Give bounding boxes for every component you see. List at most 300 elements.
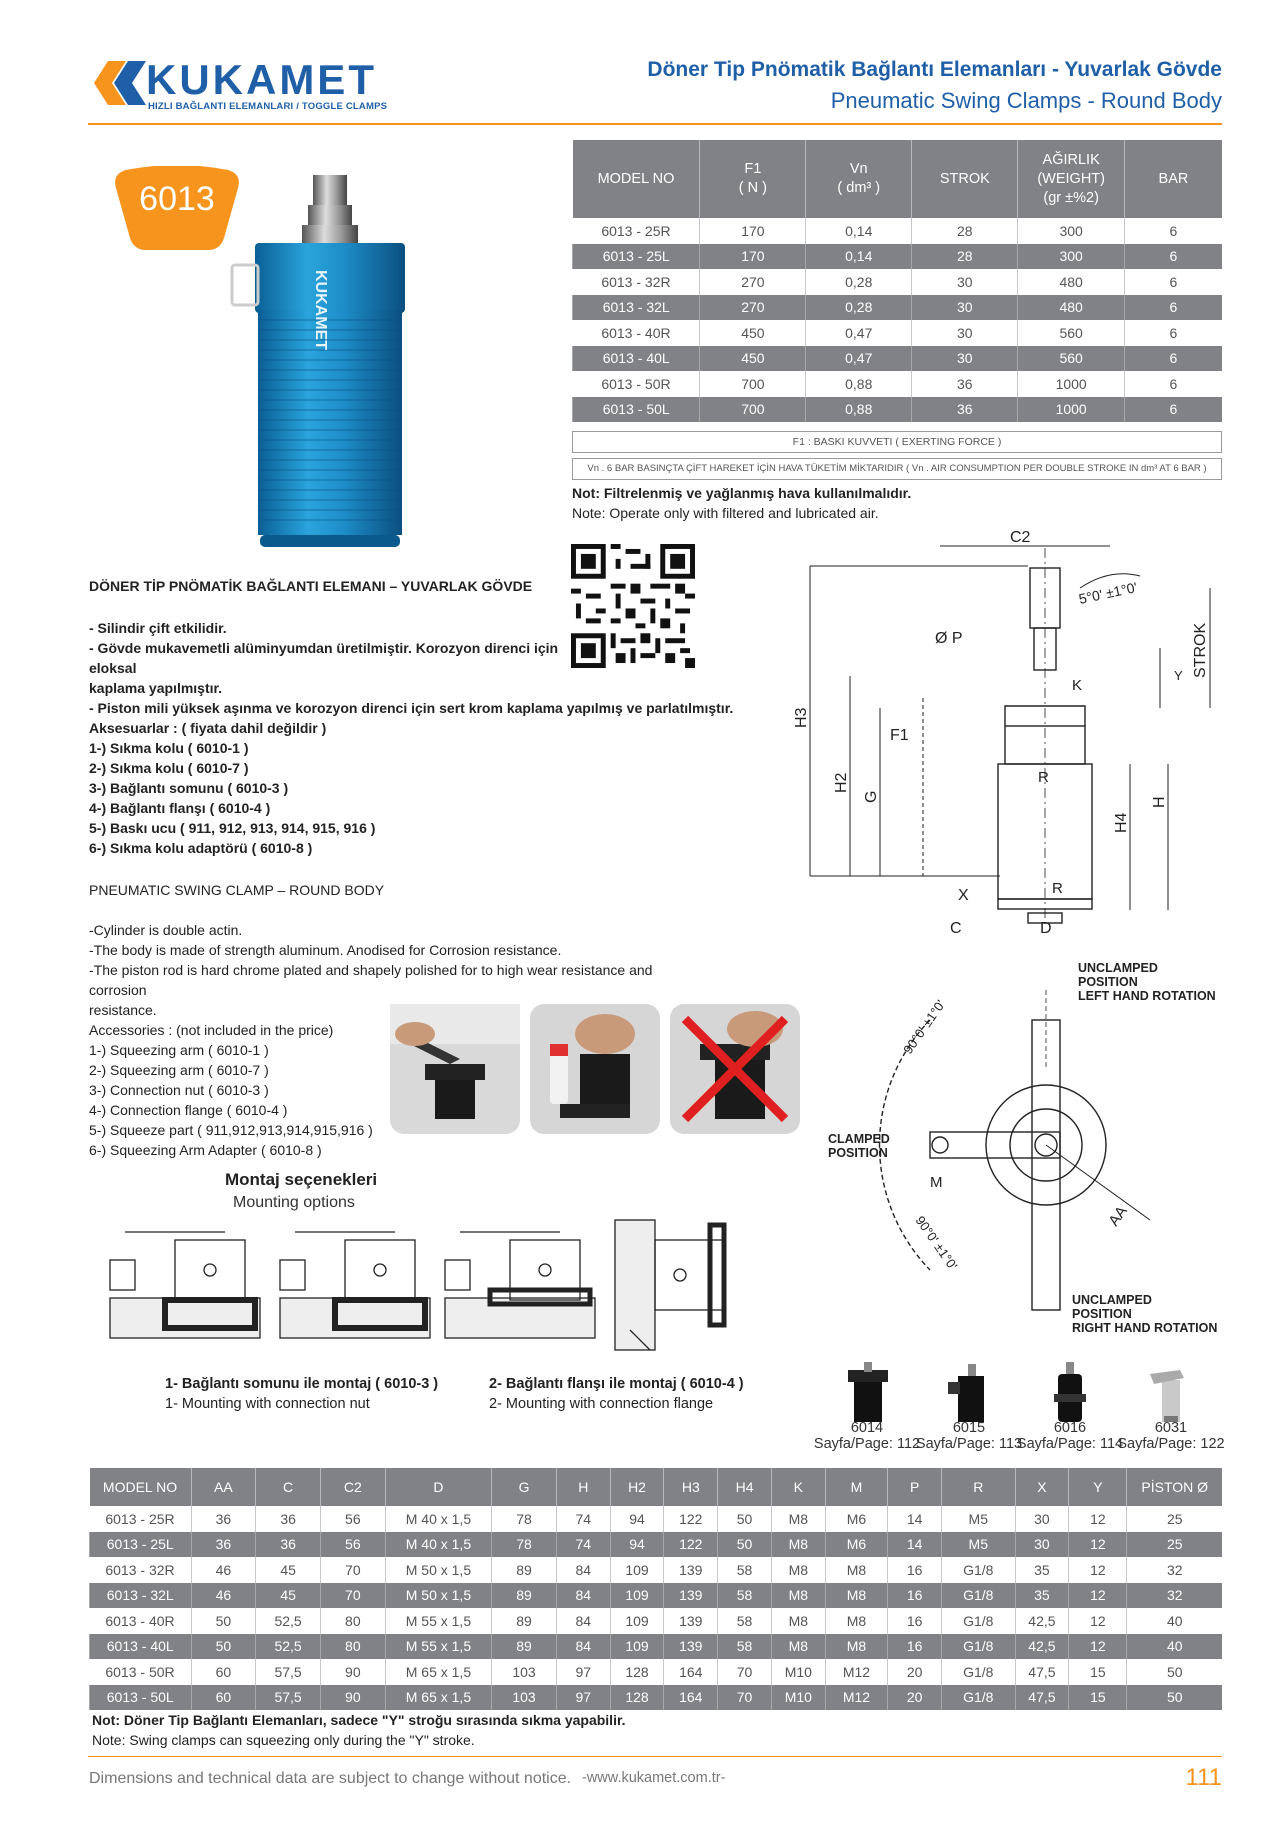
dimensions-table-cell: 103 bbox=[492, 1659, 557, 1685]
air-note-tr: Not: Filtrelenmiş ve yağlanmış hava kullanılmalıdır. bbox=[572, 485, 912, 501]
spec-table-row bbox=[573, 320, 1223, 346]
related-model: 6014 bbox=[850, 1420, 884, 1436]
dimensions-header-cell: Y bbox=[1069, 1468, 1127, 1506]
spec-table-cell: 0,47 bbox=[806, 346, 912, 372]
spec-table-cell: 30 bbox=[912, 320, 1018, 346]
description-line: -The piston rod is hard chrome plated and shapely polished for to high wear resistance and corrosion bbox=[89, 962, 653, 998]
dimensions-table-cell: 74 bbox=[556, 1506, 610, 1532]
description-line: -Cylinder is double actin. bbox=[89, 922, 243, 938]
dim-label-h: H bbox=[1151, 796, 1168, 808]
related-product-6016[interactable] bbox=[1015, 1420, 1125, 1452]
spec-table-cell: 0,28 bbox=[806, 269, 912, 295]
spec-header-weight: AĞIRLIK (WEIGHT) (gr ±%2) bbox=[1018, 140, 1124, 218]
dimensions-table-cell: 109 bbox=[610, 1634, 664, 1660]
footer-website-link[interactable]: -www.kukamet.com.tr- bbox=[582, 1770, 726, 1786]
dimensions-table-cell: 6013 - 25L bbox=[90, 1532, 192, 1558]
dimensions-table-row bbox=[90, 1532, 1223, 1558]
dimensions-table-cell: 52,5 bbox=[256, 1608, 321, 1634]
top-view-drawing bbox=[820, 960, 1230, 1340]
dimensions-table-cell: 50 bbox=[191, 1608, 256, 1634]
accessory-item: 2-) Sıkma kolu ( 6010-7 ) bbox=[89, 760, 249, 776]
dimensions-table-cell: G1/8 bbox=[942, 1659, 1016, 1685]
dimensions-table-cell: 97 bbox=[556, 1659, 610, 1685]
spec-table-cell: 480 bbox=[1018, 295, 1124, 321]
related-product-6014-photo bbox=[838, 1360, 898, 1424]
dimensions-table-cell: 6013 - 32L bbox=[90, 1583, 192, 1609]
dimensions-header-cell: R bbox=[942, 1468, 1016, 1506]
dimensions-table-cell: M10 bbox=[771, 1659, 825, 1685]
dimensions-table-cell: 50 bbox=[191, 1634, 256, 1660]
model-badge: 6013 bbox=[139, 180, 215, 218]
brand-name: KUKAMET bbox=[146, 56, 377, 103]
dimensions-table-cell: 58 bbox=[718, 1557, 772, 1583]
accessory-item: 6-) Sıkma kolu adaptörü ( 6010-8 ) bbox=[89, 840, 313, 856]
dimensions-table-cell: M10 bbox=[771, 1685, 825, 1711]
accessory-item: 1-) Squeezing arm ( 6010-1 ) bbox=[89, 1042, 269, 1058]
dim-label-x: X bbox=[958, 887, 969, 904]
spec-table-cell: 6013 - 25R bbox=[573, 218, 700, 244]
dimensions-table-cell: 89 bbox=[492, 1557, 557, 1583]
spec-table-cell: 28 bbox=[912, 218, 1018, 244]
dimensions-table-cell: 84 bbox=[556, 1634, 610, 1660]
dimensions-table-cell: M 55 x 1,5 bbox=[385, 1634, 491, 1660]
dimensions-table-row bbox=[90, 1506, 1223, 1532]
spec-table-cell: 6 bbox=[1124, 269, 1222, 295]
accessories-list-en bbox=[89, 1020, 373, 1160]
dimensions-table-cell: 36 bbox=[191, 1532, 256, 1558]
dim-label-k: K bbox=[1072, 677, 1083, 694]
spec-header-bar: BAR bbox=[1124, 140, 1222, 218]
spec-table-body bbox=[573, 218, 1223, 422]
dim-label-c: C bbox=[950, 920, 962, 937]
dimensions-table-cell: 109 bbox=[610, 1608, 664, 1634]
dimensions-table-row bbox=[90, 1634, 1223, 1660]
dimensions-header-cell: D bbox=[385, 1468, 491, 1506]
spec-table-cell: 6013 - 40L bbox=[573, 346, 700, 372]
accessory-item: 1-) Sıkma kolu ( 6010-1 ) bbox=[89, 740, 249, 756]
dim-label-f1: F1 bbox=[890, 727, 909, 744]
accessory-item: 6-) Squeezing Arm Adapter ( 6010-8 ) bbox=[89, 1142, 322, 1158]
footer-divider bbox=[88, 1756, 1222, 1757]
spec-table-cell: 300 bbox=[1018, 218, 1124, 244]
dimensions-table-cell: 12 bbox=[1069, 1506, 1127, 1532]
spec-table-cell: 30 bbox=[912, 269, 1018, 295]
spec-table-cell: 36 bbox=[912, 371, 1018, 397]
dimensions-table-cell: 84 bbox=[556, 1557, 610, 1583]
dimensions-table-cell: 12 bbox=[1069, 1608, 1127, 1634]
dimensions-table-cell: 50 bbox=[1127, 1685, 1222, 1711]
dimensions-table-cell: 16 bbox=[888, 1634, 942, 1660]
related-model: 6031 bbox=[1154, 1420, 1188, 1436]
spec-table-cell: 30 bbox=[912, 295, 1018, 321]
spec-table-row bbox=[573, 371, 1223, 397]
dimensions-table-cell: 47,5 bbox=[1015, 1659, 1069, 1685]
dimensions-table-cell: 84 bbox=[556, 1583, 610, 1609]
dimensions-table-cell: 40 bbox=[1127, 1634, 1222, 1660]
dimensions-table-cell: G1/8 bbox=[942, 1608, 1016, 1634]
clamped-line1: CLAMPED bbox=[828, 1132, 890, 1146]
spec-table-cell: 6 bbox=[1124, 346, 1222, 372]
header-divider bbox=[88, 123, 1222, 125]
description-line: resistance. bbox=[89, 1002, 157, 1018]
dimensions-table-cell: 42,5 bbox=[1015, 1608, 1069, 1634]
svg-text:KUKAMET: KUKAMET bbox=[312, 270, 329, 350]
dimensions-table-cell: 6013 - 40R bbox=[90, 1608, 192, 1634]
related-page: Sayfa/Page: 122 bbox=[1117, 1436, 1225, 1452]
spec-table-row bbox=[573, 346, 1223, 372]
dim-label-h2: H2 bbox=[833, 772, 850, 793]
spec-table bbox=[572, 140, 1222, 422]
dimensions-header-cell: C2 bbox=[320, 1468, 385, 1506]
dim-label-c2: C2 bbox=[1010, 529, 1031, 546]
dimensions-table-cell: 164 bbox=[664, 1659, 718, 1685]
accessory-item: 3-) Connection nut ( 6010-3 ) bbox=[89, 1082, 269, 1098]
page-title-en: Pneumatic Swing Clamps - Round Body bbox=[830, 88, 1222, 113]
dimensions-table-cell: 12 bbox=[1069, 1583, 1127, 1609]
dimensions-table-cell: M12 bbox=[825, 1685, 888, 1711]
description-line: -The body is made of strength aluminum. Anodised for Corrosion resistance. bbox=[89, 942, 562, 958]
mounting-title-tr: Montaj seçenekleri bbox=[225, 1170, 378, 1189]
dimensions-table-cell: 139 bbox=[664, 1557, 718, 1583]
dimensions-table-cell: 6013 - 40L bbox=[90, 1634, 192, 1660]
dimensions-table-cell: 97 bbox=[556, 1685, 610, 1711]
dimensions-table-cell: 42,5 bbox=[1015, 1634, 1069, 1660]
mounting-option2-en: 2- Mounting with connection flange bbox=[489, 1396, 714, 1412]
dimensions-table-cell: 46 bbox=[191, 1583, 256, 1609]
dimensions-table-cell: 74 bbox=[556, 1532, 610, 1558]
dimensions-table-cell: 32 bbox=[1127, 1557, 1222, 1583]
dimensions-table-cell: 14 bbox=[888, 1506, 942, 1532]
accessory-item: 5-) Squeeze part ( 911,912,913,914,915,916 ) bbox=[89, 1122, 373, 1138]
mounting-option1-en: 1- Mounting with connection nut bbox=[165, 1396, 370, 1412]
dim-label-m: M bbox=[930, 1174, 943, 1191]
dimensions-table-cell: M8 bbox=[771, 1583, 825, 1609]
dimensions-table-cell: 12 bbox=[1069, 1634, 1127, 1660]
dimensions-table-cell: M8 bbox=[771, 1506, 825, 1532]
dimensions-table-cell: M5 bbox=[942, 1532, 1016, 1558]
accessory-item: 3-) Bağlantı somunu ( 6010-3 ) bbox=[89, 780, 289, 796]
spec-table-cell: 6 bbox=[1124, 320, 1222, 346]
dimensions-table-cell: M8 bbox=[771, 1608, 825, 1634]
spec-table-cell: 6 bbox=[1124, 218, 1222, 244]
dimensions-table-cell: M 50 x 1,5 bbox=[385, 1583, 491, 1609]
dimensions-table-cell: 58 bbox=[718, 1583, 772, 1609]
dimensions-table-cell: M 40 x 1,5 bbox=[385, 1506, 491, 1532]
spec-table-row bbox=[573, 295, 1223, 321]
dimensions-table-cell: 60 bbox=[191, 1685, 256, 1711]
related-model: 6015 bbox=[952, 1420, 986, 1436]
dimensions-table-cell: 6013 - 32R bbox=[90, 1557, 192, 1583]
spec-table-cell: 6 bbox=[1124, 244, 1222, 270]
spec-table-cell: 0,88 bbox=[806, 397, 912, 423]
dimensions-table-cell: 6013 - 50L bbox=[90, 1685, 192, 1711]
spec-table-cell: 450 bbox=[700, 320, 806, 346]
spec-table-cell: 0,28 bbox=[806, 295, 912, 321]
dim-label-d: D bbox=[1040, 920, 1052, 937]
spec-table-cell: 170 bbox=[700, 244, 806, 270]
description-line: - Piston mili yüksek aşınma ve korozyon direnci için sert krom kaplama yapılmış ve parlatılmıştır. bbox=[89, 700, 734, 716]
dimensions-table-cell: 164 bbox=[664, 1685, 718, 1711]
dim-label-aa: AA bbox=[1105, 1203, 1131, 1230]
dimensions-table-cell: 20 bbox=[888, 1685, 942, 1711]
spec-table-row bbox=[573, 269, 1223, 295]
dimensions-table-cell: 57,5 bbox=[256, 1685, 321, 1711]
dimensions-table-cell: 50 bbox=[1127, 1659, 1222, 1685]
spec-table-cell: 6013 - 50L bbox=[573, 397, 700, 423]
spec-table-cell: 6013 - 40R bbox=[573, 320, 700, 346]
spec-table-cell: 6 bbox=[1124, 295, 1222, 321]
spec-table-cell: 1000 bbox=[1018, 397, 1124, 423]
dimensions-table-row bbox=[90, 1583, 1223, 1609]
spec-header-f1: F1 ( N ) bbox=[700, 140, 806, 218]
dimensions-table-cell: 94 bbox=[610, 1506, 664, 1532]
dimensions-table bbox=[89, 1468, 1222, 1710]
dimensions-table-row bbox=[90, 1557, 1223, 1583]
dimensions-header-cell: H3 bbox=[664, 1468, 718, 1506]
clamped-line2: POSITION bbox=[828, 1146, 888, 1160]
swing-note-tr: Not: Döner Tip Bağlantı Elemanları, sadece "Y" stroğu sırasında sıkma yapabilir. bbox=[92, 1712, 626, 1728]
swing-note-en: Note: Swing clamps can squeezing only during the "Y" stroke. bbox=[92, 1732, 475, 1748]
dimensions-table-row bbox=[90, 1659, 1223, 1685]
dimensions-table-cell: 78 bbox=[492, 1506, 557, 1532]
unclamped-right-line1: UNCLAMPED bbox=[1072, 1293, 1152, 1307]
dimensions-table-cell: 6013 - 25R bbox=[90, 1506, 192, 1532]
dimensions-table-cell: 70 bbox=[718, 1685, 772, 1711]
description-title-en: PNEUMATIC SWING CLAMP – ROUND BODY bbox=[89, 882, 385, 898]
spec-table-cell: 0,47 bbox=[806, 320, 912, 346]
dimensions-table-cell: M12 bbox=[825, 1659, 888, 1685]
dimensions-table-cell: 52,5 bbox=[256, 1634, 321, 1660]
dimensions-table-cell: 70 bbox=[320, 1583, 385, 1609]
dim-label-h4: H4 bbox=[1113, 812, 1130, 833]
vn-note: Vn . 6 BAR BASINÇTA ÇİFT HAREKET İÇİN HAVA TÜKETİM MİKTARIDIR ( Vn . AIR CONSUMPTION PER DOUBLE STROKE IN dm³ AT 6 BAR ) bbox=[572, 458, 1222, 480]
dimensions-header-cell: MODEL NO bbox=[90, 1468, 192, 1506]
spec-table-cell: 700 bbox=[700, 397, 806, 423]
dimensions-table-cell: 80 bbox=[320, 1608, 385, 1634]
dimensions-table-cell: 57,5 bbox=[256, 1659, 321, 1685]
dimensions-table-cell: M 50 x 1,5 bbox=[385, 1557, 491, 1583]
accessories-title: Accessories : (not included in the price) bbox=[89, 1022, 334, 1038]
description-title-tr: DÖNER TİP PNÖMATİK BAĞLANTI ELEMANI – YUVARLAK GÖVDE bbox=[89, 578, 533, 594]
related-product-6031[interactable] bbox=[1116, 1420, 1226, 1452]
dimensions-table-cell: 60 bbox=[191, 1659, 256, 1685]
dimensions-table-cell: 89 bbox=[492, 1608, 557, 1634]
dimensions-table-cell: M8 bbox=[771, 1532, 825, 1558]
spec-header-model: MODEL NO bbox=[573, 140, 700, 218]
spec-table-cell: 270 bbox=[700, 295, 806, 321]
dimensions-table-cell: M 65 x 1,5 bbox=[385, 1685, 491, 1711]
spec-table-cell: 700 bbox=[700, 371, 806, 397]
dimensions-table-cell: 128 bbox=[610, 1685, 664, 1711]
dimensions-table-cell: G1/8 bbox=[942, 1685, 1016, 1711]
dimensions-table-cell: 139 bbox=[664, 1583, 718, 1609]
dimensions-table-cell: 14 bbox=[888, 1532, 942, 1558]
page-number: 111 bbox=[1185, 1764, 1222, 1791]
description-list-tr bbox=[89, 618, 734, 718]
related-page: Sayfa/Page: 113 bbox=[915, 1436, 1023, 1452]
dimensions-table-cell: 103 bbox=[492, 1685, 557, 1711]
spec-table-cell: 6013 - 32R bbox=[573, 269, 700, 295]
dimensions-table-cell: M8 bbox=[825, 1557, 888, 1583]
dimensions-table-cell: 109 bbox=[610, 1557, 664, 1583]
dimensions-table-cell: 89 bbox=[492, 1634, 557, 1660]
spec-table-cell: 6 bbox=[1124, 397, 1222, 423]
accessories-list-tr bbox=[89, 718, 375, 858]
dimensions-table-cell: 90 bbox=[320, 1685, 385, 1711]
dimensions-header-cell: H bbox=[556, 1468, 610, 1506]
dimensions-table-cell: G1/8 bbox=[942, 1634, 1016, 1660]
related-product-6016-photo bbox=[1040, 1360, 1100, 1424]
spec-table-cell: 1000 bbox=[1018, 371, 1124, 397]
dimensions-table-cell: M5 bbox=[942, 1506, 1016, 1532]
spec-table-cell: 450 bbox=[700, 346, 806, 372]
dimensions-table-cell: G1/8 bbox=[942, 1557, 1016, 1583]
spec-table-row bbox=[573, 397, 1223, 423]
side-view-drawing bbox=[790, 528, 1230, 938]
dimensions-header-cell: H2 bbox=[610, 1468, 664, 1506]
dimensions-table-cell: 40 bbox=[1127, 1608, 1222, 1634]
dimensions-header-cell: C bbox=[256, 1468, 321, 1506]
dimensions-table-cell: 36 bbox=[256, 1506, 321, 1532]
dimensions-table-cell: 70 bbox=[320, 1557, 385, 1583]
dimensions-table-cell: M8 bbox=[771, 1557, 825, 1583]
dimensions-table-cell: 30 bbox=[1015, 1532, 1069, 1558]
dimensions-table-cell: M8 bbox=[825, 1583, 888, 1609]
dimensions-table-cell: 94 bbox=[610, 1532, 664, 1558]
dim-label-phi-p: Ø P bbox=[935, 630, 963, 647]
dimensions-table-row bbox=[90, 1608, 1223, 1634]
mounting-option1-tr: 1- Bağlantı somunu ile montaj ( 6010-3 ) bbox=[165, 1376, 439, 1392]
spec-table-cell: 480 bbox=[1018, 269, 1124, 295]
dimensions-table-cell: 58 bbox=[718, 1608, 772, 1634]
kukamet-logo-icon bbox=[88, 55, 150, 111]
dimensions-table-cell: M8 bbox=[825, 1608, 888, 1634]
dimensions-table-cell: M8 bbox=[825, 1634, 888, 1660]
dimensions-table-cell: 30 bbox=[1015, 1506, 1069, 1532]
dimensions-table-cell: 58 bbox=[718, 1634, 772, 1660]
dimensions-table-cell: 16 bbox=[888, 1608, 942, 1634]
related-product-6015-photo bbox=[940, 1360, 1000, 1424]
dimensions-table-cell: 84 bbox=[556, 1608, 610, 1634]
accessory-item: 5-) Baskı ucu ( 911, 912, 913, 914, 915, 916 ) bbox=[89, 820, 376, 836]
usage-photo-1 bbox=[390, 1004, 520, 1134]
spec-table-cell: 6013 - 25L bbox=[573, 244, 700, 270]
dimensions-table-cell: 15 bbox=[1069, 1659, 1127, 1685]
dimensions-header-cell: AA bbox=[191, 1468, 256, 1506]
related-product-6031-photo bbox=[1140, 1360, 1200, 1424]
spec-table-cell: 560 bbox=[1018, 320, 1124, 346]
dim-label-strok: STROK bbox=[1192, 622, 1209, 678]
spec-table-row bbox=[573, 218, 1223, 244]
usage-photo-3-wrong bbox=[670, 1004, 800, 1134]
dimensions-table-cell: 12 bbox=[1069, 1532, 1127, 1558]
dimensions-table-cell: 6013 - 50R bbox=[90, 1659, 192, 1685]
dimensions-table-cell: M8 bbox=[771, 1634, 825, 1660]
related-product-6015[interactable] bbox=[914, 1420, 1024, 1452]
dimensions-table-cell: 128 bbox=[610, 1659, 664, 1685]
unclamped-right-line2: POSITION bbox=[1072, 1307, 1132, 1321]
dim-label-angle: 5°0' ±1°0' bbox=[1077, 578, 1139, 607]
angle-label-bottom: 90°0' ±1°0' bbox=[912, 1213, 961, 1273]
spec-table-cell: 0,88 bbox=[806, 371, 912, 397]
dimensions-table-cell: 32 bbox=[1127, 1583, 1222, 1609]
spec-table-cell: 560 bbox=[1018, 346, 1124, 372]
accessory-item: 4-) Bağlantı flanşı ( 6010-4 ) bbox=[89, 800, 271, 816]
unclamped-left-line2: POSITION bbox=[1078, 975, 1138, 989]
air-note-en: Note: Operate only with filtered and lubricated air. bbox=[572, 505, 879, 521]
dimensions-table-cell: 15 bbox=[1069, 1685, 1127, 1711]
qr-code bbox=[571, 544, 695, 668]
dimensions-table-cell: 139 bbox=[664, 1634, 718, 1660]
dim-label-g: G bbox=[863, 790, 880, 803]
spec-table-cell: 300 bbox=[1018, 244, 1124, 270]
dimensions-table-header bbox=[90, 1468, 1223, 1506]
accessory-item: 4-) Connection flange ( 6010-4 ) bbox=[89, 1102, 288, 1118]
spec-table-row bbox=[573, 244, 1223, 270]
dim-label-y: Y bbox=[1174, 668, 1183, 683]
mounting-drawings bbox=[105, 1210, 760, 1360]
dimensions-table-cell: 50 bbox=[718, 1506, 772, 1532]
dimensions-table-cell: 56 bbox=[320, 1506, 385, 1532]
dimensions-table-cell: 35 bbox=[1015, 1557, 1069, 1583]
related-page: Sayfa/Page: 114 bbox=[1016, 1436, 1124, 1452]
dimensions-table-cell: 46 bbox=[191, 1557, 256, 1583]
dimensions-table-cell: 89 bbox=[492, 1583, 557, 1609]
brand-subtitle: HIZLI BAĞLANTI ELEMANLARI / TOGGLE CLAMPS bbox=[148, 101, 388, 112]
dimensions-header-cell: H4 bbox=[718, 1468, 772, 1506]
dimensions-table-cell: 16 bbox=[888, 1557, 942, 1583]
spec-table-cell: 30 bbox=[912, 346, 1018, 372]
dimensions-header-cell: PİSTON Ø bbox=[1127, 1468, 1222, 1506]
footer-disclaimer: Dimensions and technical data are subject to change without notice. bbox=[89, 1770, 572, 1787]
dimensions-table-cell: G1/8 bbox=[942, 1583, 1016, 1609]
dimensions-table-cell: 109 bbox=[610, 1583, 664, 1609]
dimensions-table-row bbox=[90, 1685, 1223, 1711]
unclamped-right-line3: RIGHT HAND ROTATION bbox=[1072, 1321, 1218, 1335]
unclamped-left-line3: LEFT HAND ROTATION bbox=[1078, 989, 1216, 1003]
mounting-option2-tr: 2- Bağlantı flanşı ile montaj ( 6010-4 ) bbox=[489, 1376, 744, 1392]
spec-table-cell: 36 bbox=[912, 397, 1018, 423]
dim-label-r-top: R bbox=[1038, 769, 1049, 786]
accessory-item: 2-) Squeezing arm ( 6010-7 ) bbox=[89, 1062, 269, 1078]
usage-photo-2 bbox=[530, 1004, 660, 1134]
unclamped-left-line1: UNCLAMPED bbox=[1078, 961, 1158, 975]
description-line: kaplama yapılmıştır. bbox=[89, 680, 223, 696]
dimensions-table-cell: 56 bbox=[320, 1532, 385, 1558]
dimensions-table-cell: M 55 x 1,5 bbox=[385, 1608, 491, 1634]
dimensions-table-cell: 78 bbox=[492, 1532, 557, 1558]
dimensions-table-cell: 16 bbox=[888, 1583, 942, 1609]
product-photo bbox=[220, 170, 435, 565]
related-model: 6016 bbox=[1053, 1420, 1087, 1436]
dimensions-header-cell: M bbox=[825, 1468, 888, 1506]
f1-note: F1 : BASKI KUVVETI ( EXERTING FORCE ) bbox=[572, 431, 1222, 453]
dim-label-h3: H3 bbox=[793, 707, 810, 728]
dimensions-table-cell: M6 bbox=[825, 1532, 888, 1558]
dimensions-table-cell: M 40 x 1,5 bbox=[385, 1532, 491, 1558]
dimensions-header-cell: X bbox=[1015, 1468, 1069, 1506]
related-product-6014[interactable] bbox=[812, 1420, 922, 1452]
spec-table-cell: 6013 - 50R bbox=[573, 371, 700, 397]
dimensions-table-cell: 35 bbox=[1015, 1583, 1069, 1609]
dimensions-table-cell: 25 bbox=[1127, 1532, 1222, 1558]
description-line: - Gövde mukavemetli alüminyumdan üretilmiştir. Korozyon direnci için eloksal bbox=[89, 640, 559, 676]
accessories-title: Aksesuarlar : ( fiyata dahil değildir ) bbox=[89, 720, 327, 736]
dimensions-table-cell: 50 bbox=[718, 1532, 772, 1558]
dimensions-table-cell: 36 bbox=[256, 1532, 321, 1558]
spec-table-cell: 270 bbox=[700, 269, 806, 295]
spec-table-cell: 28 bbox=[912, 244, 1018, 270]
